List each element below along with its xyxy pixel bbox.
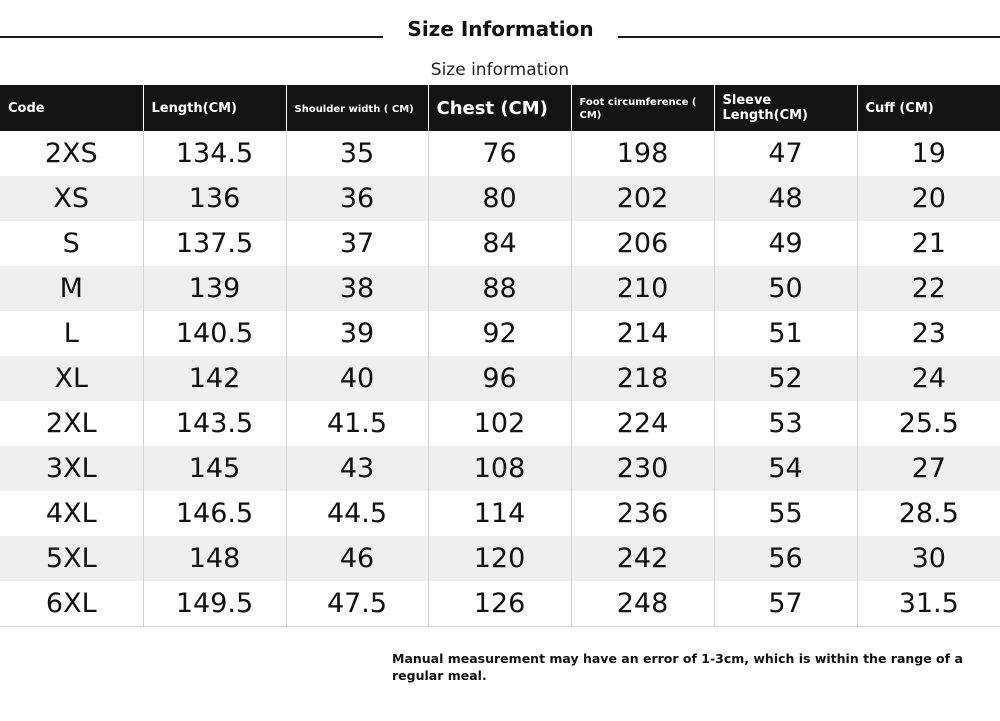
cell-sleeve-length: 52: [714, 356, 857, 401]
cell-shoulder-width: 37: [286, 221, 428, 266]
cell-chest: 108: [428, 446, 571, 491]
cell-chest: 76: [428, 131, 571, 176]
table-row: [0, 401, 1000, 446]
table-header: [0, 85, 1000, 131]
table-row: [0, 221, 1000, 266]
table-body: [0, 131, 1000, 627]
column-header-foot-circumference: Foot circumference ( CM): [571, 85, 714, 131]
cell-shoulder-width: 41.5: [286, 401, 428, 446]
cell-code: XL: [0, 356, 143, 401]
measurement-note: Manual measurement may have an error of 1-3cm, which is within the range of a regular meal.: [392, 651, 963, 683]
table-row: [0, 356, 1000, 401]
column-header-cuff: Cuff (CM): [857, 85, 1000, 131]
cell-code: 5XL: [0, 536, 143, 581]
table-row: [0, 446, 1000, 491]
cell-shoulder-width: 46: [286, 536, 428, 581]
cell-sleeve-length: 51: [714, 311, 857, 356]
cell-cuff: 27: [857, 446, 1000, 491]
cell-chest: 102: [428, 401, 571, 446]
cell-foot-circumference: 202: [571, 176, 714, 221]
cell-sleeve-length: 57: [714, 581, 857, 627]
cell-sleeve-length: 53: [714, 401, 857, 446]
cell-cuff: 20: [857, 176, 1000, 221]
cell-length: 146.5: [143, 491, 286, 536]
cell-foot-circumference: 206: [571, 221, 714, 266]
cell-cuff: 24: [857, 356, 1000, 401]
page-subtitle: Size information: [430, 60, 570, 80]
cell-code: S: [0, 221, 143, 266]
cell-shoulder-width: 43: [286, 446, 428, 491]
cell-length: 143.5: [143, 401, 286, 446]
cell-length: 140.5: [143, 311, 286, 356]
cell-length: 139: [143, 266, 286, 311]
cell-length: 145: [143, 446, 286, 491]
cell-code: 3XL: [0, 446, 143, 491]
page-title: Size Information: [407, 17, 594, 41]
cell-sleeve-length: 56: [714, 536, 857, 581]
cell-foot-circumference: 210: [571, 266, 714, 311]
cell-shoulder-width: 47.5: [286, 581, 428, 627]
cell-cuff: 25.5: [898, 408, 959, 439]
cell-sleeve-length: 54: [714, 446, 857, 491]
cell-length: 142: [143, 356, 286, 401]
cell-foot-circumference: 214: [571, 311, 714, 356]
cell-shoulder-width: 38: [286, 266, 428, 311]
cell-length: 134.5: [143, 131, 286, 176]
table-row: [0, 536, 1000, 581]
column-header-code: Code: [0, 85, 143, 131]
size-table: [0, 85, 1000, 627]
table-row: [0, 131, 1000, 176]
column-header-shoulder-width: Shoulder width ( CM): [286, 85, 428, 131]
cell-foot-circumference: 248: [571, 581, 714, 627]
cell-code: XS: [0, 176, 143, 221]
cell-shoulder-width: 35: [286, 131, 428, 176]
cell-foot-circumference: 230: [571, 446, 714, 491]
cell-code: L: [0, 311, 143, 356]
cell-code: 2XL: [0, 401, 143, 446]
cell-length: 137.5: [143, 221, 286, 266]
cell-shoulder-width: 39: [286, 311, 428, 356]
cell-shoulder-width: 44.5: [286, 491, 428, 536]
cell-code: 2XS: [0, 131, 143, 176]
cell-sleeve-length: 48: [714, 176, 857, 221]
column-header-chest: Chest (CM): [428, 85, 571, 131]
table-header-row: [0, 85, 1000, 131]
cell-sleeve-length: 49: [714, 221, 857, 266]
cell-foot-circumference: 198: [571, 131, 714, 176]
cell-chest: 120: [428, 536, 571, 581]
cell-chest: 84: [428, 221, 571, 266]
column-header-sleeve-length: Sleeve Length(CM): [714, 85, 857, 131]
cell-length: 136: [143, 176, 286, 221]
cell-cuff: 31.5: [857, 581, 1000, 627]
cell-code: M: [0, 266, 143, 311]
cell-chest: 96: [428, 356, 571, 401]
cell-foot-circumference: 242: [571, 536, 714, 581]
title-divider-left: [0, 36, 383, 38]
table-row: [0, 176, 1000, 221]
table-row: [0, 266, 1000, 311]
cell-foot-circumference: 236: [571, 491, 714, 536]
cell-length: 148: [143, 536, 286, 581]
cell-chest: 92: [428, 311, 571, 356]
cell-chest: 114: [428, 491, 571, 536]
cell-foot-circumference: 218: [571, 356, 714, 401]
cell-sleeve-length: 47: [714, 131, 857, 176]
cell-cuff: 21: [911, 228, 946, 259]
cell-shoulder-width: 40: [286, 356, 428, 401]
cell-cuff: 23: [911, 318, 946, 349]
cell-cuff: 19: [911, 138, 946, 169]
cell-sleeve-length: 50: [714, 266, 857, 311]
cell-code: 6XL: [0, 581, 143, 627]
cell-code: 4XL: [0, 491, 143, 536]
cell-cuff: 28.5: [898, 498, 959, 529]
column-header-length: Length(CM): [143, 85, 286, 131]
cell-sleeve-length: 55: [714, 491, 857, 536]
cell-length: 149.5: [143, 581, 286, 627]
cell-cuff: 30: [857, 536, 1000, 581]
cell-shoulder-width: 36: [286, 176, 428, 221]
cell-chest: 80: [428, 176, 571, 221]
title-row: [0, 14, 1000, 48]
table-row: [0, 491, 1000, 536]
title-divider-right: [618, 36, 1000, 38]
cell-chest: 88: [428, 266, 571, 311]
cell-foot-circumference: 224: [571, 401, 714, 446]
cell-chest: 126: [428, 581, 571, 627]
cell-cuff: 22: [857, 266, 1000, 311]
table-row: [0, 311, 1000, 356]
table-row: [0, 581, 1000, 627]
